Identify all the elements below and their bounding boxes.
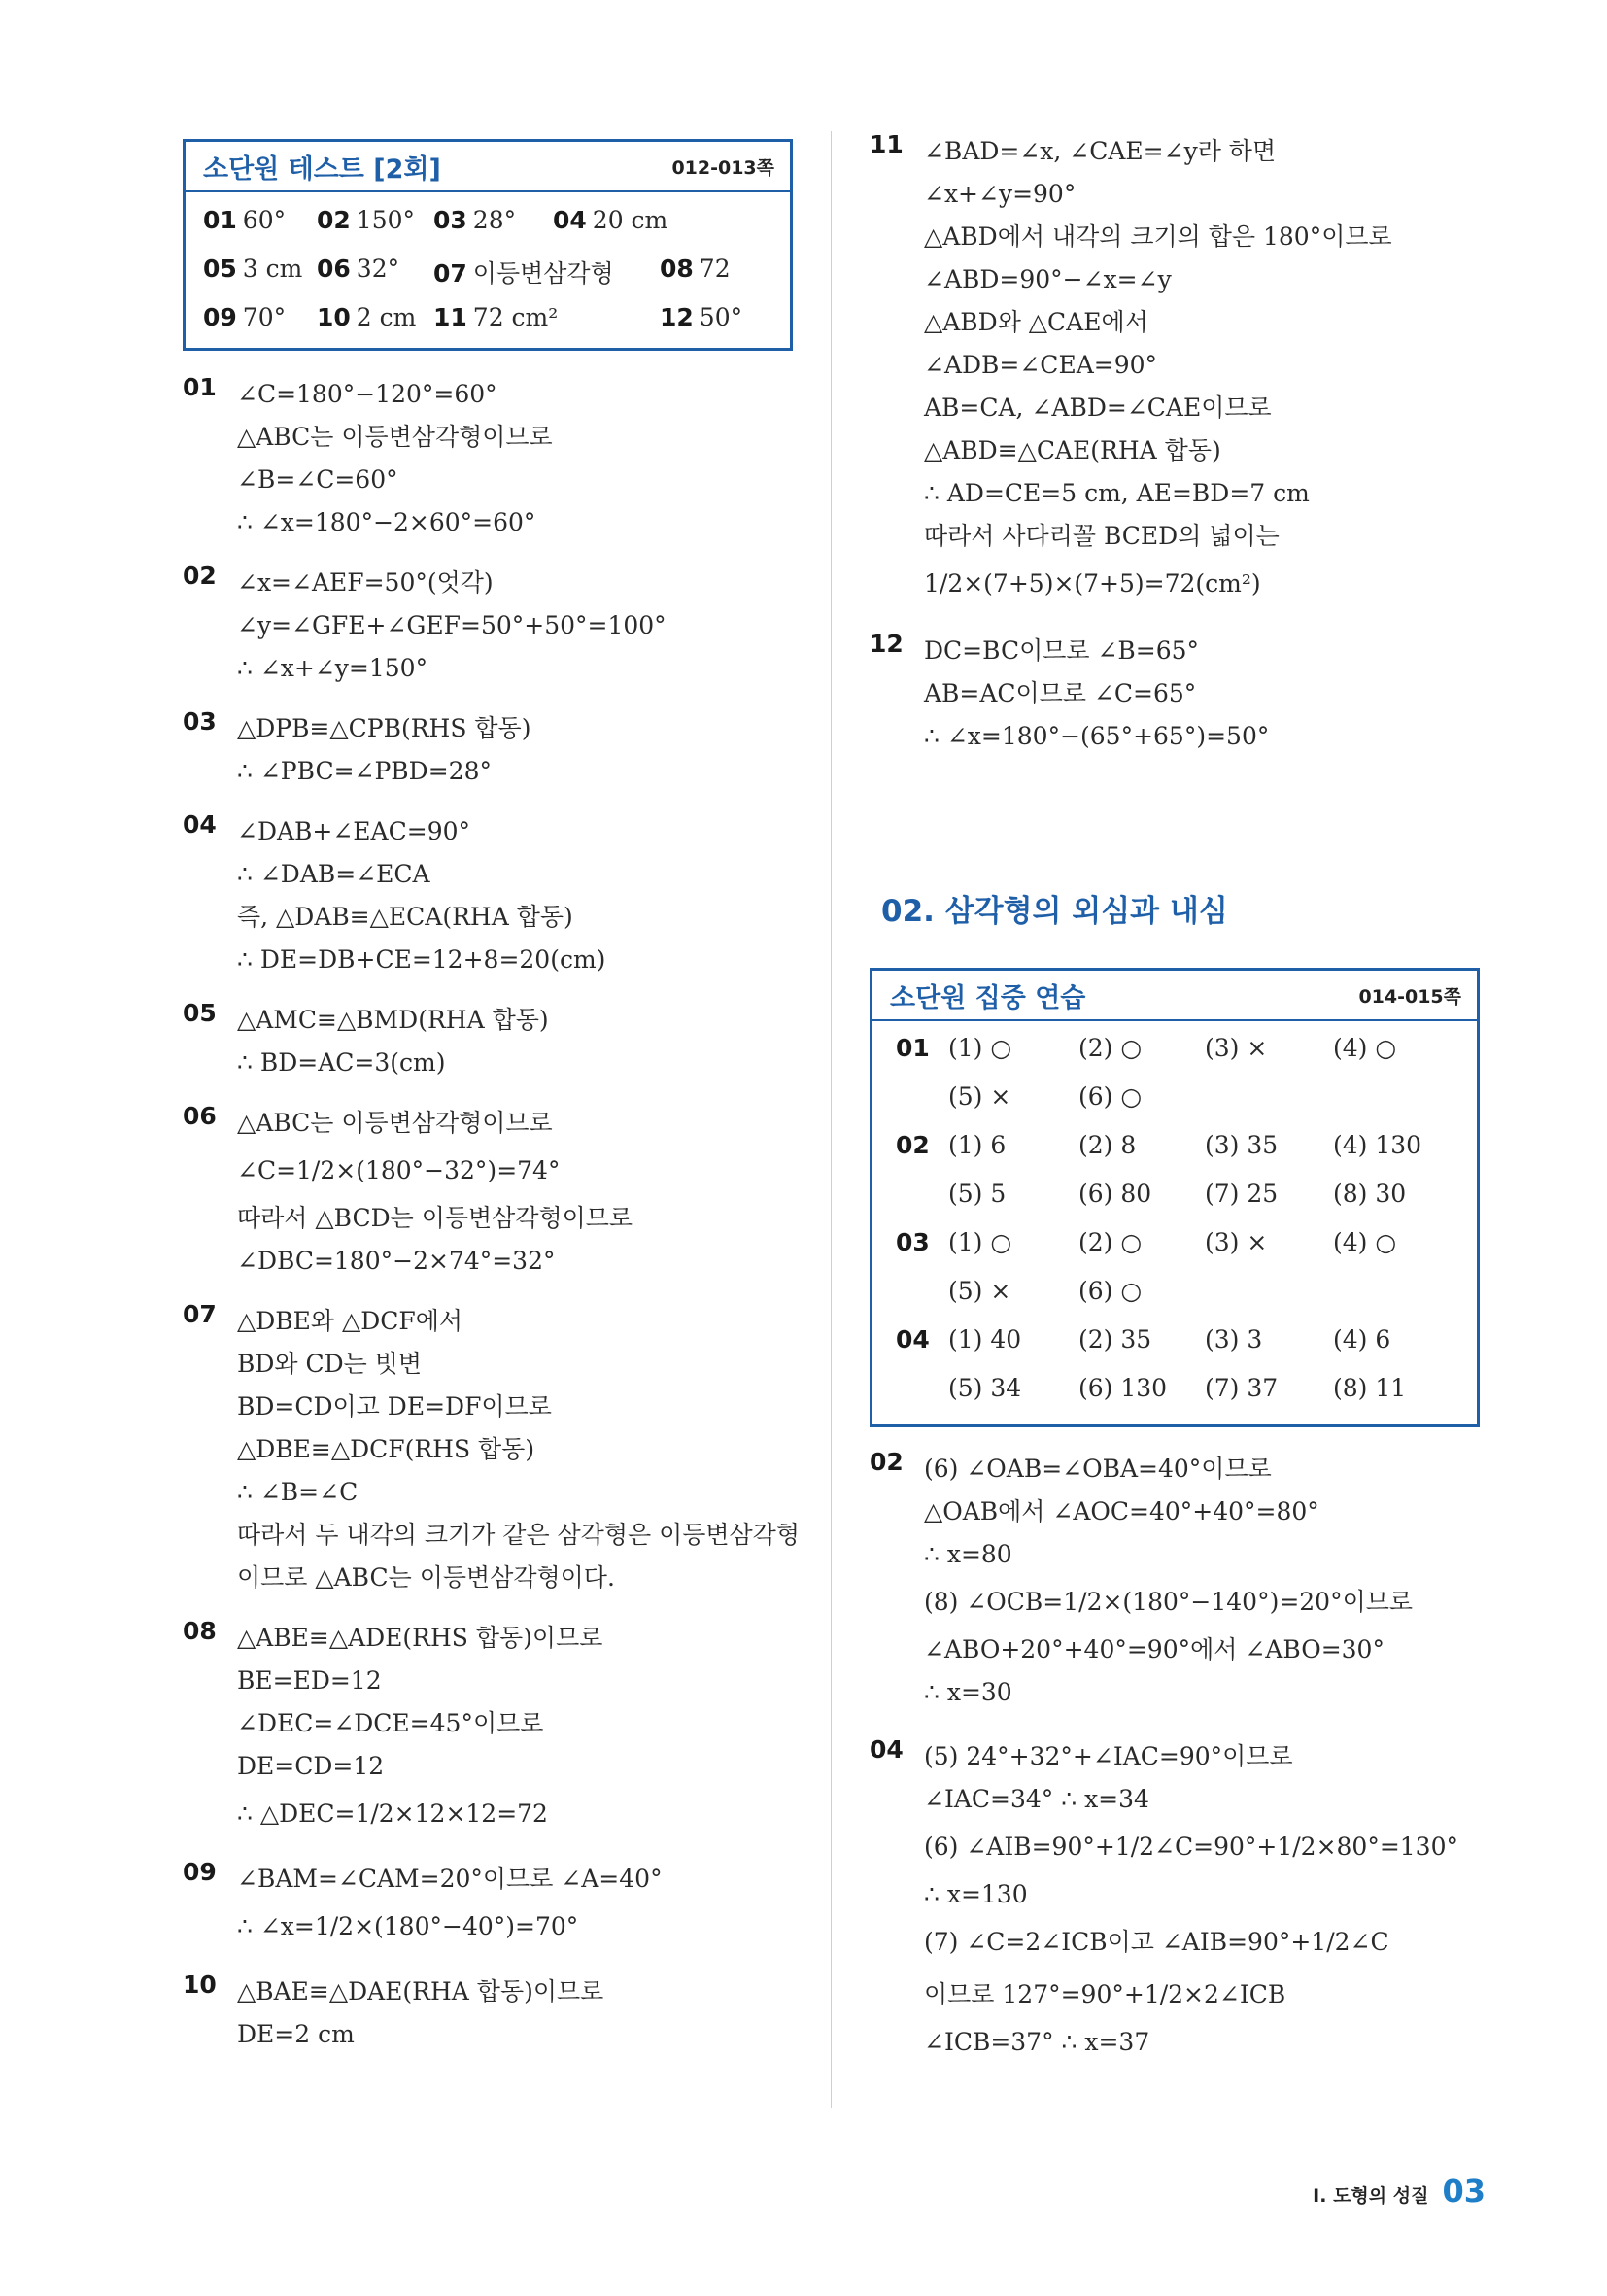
test-box-page-ref: 012-013쪽 <box>671 156 774 179</box>
solution-number: 10 <box>183 1970 217 1999</box>
solution-line: ∴ x=80 <box>924 1540 1012 1568</box>
solution-block <box>183 999 804 1084</box>
solution-line: ∠x+∠y=90° <box>924 180 1077 208</box>
solution-body <box>237 1858 804 1953</box>
solution-block <box>183 1970 804 2056</box>
solution-body <box>237 707 804 793</box>
solution-line: DE=2 cm <box>237 2020 355 2048</box>
practice-answer: (5) 5 <box>948 1180 1007 1208</box>
solution-number: 07 <box>183 1300 217 1328</box>
solution-line: ∠x=∠AEF=50°(엇각) <box>237 568 494 597</box>
practice-answer: (3) × <box>1205 1034 1268 1062</box>
practice-answer: (4) ○ <box>1333 1228 1397 1256</box>
solution-body <box>237 1970 804 2056</box>
solution-number: 03 <box>183 707 217 736</box>
practice-answer: (3) 3 <box>1205 1325 1263 1354</box>
practice-row <box>872 1369 1477 1408</box>
answer-value: 50° <box>699 303 743 331</box>
solution-line: ∠C=1/2×(180°−32°)=74° <box>237 1156 561 1184</box>
solution-line: ∠DBC=180°−2×74°=32° <box>237 1247 556 1275</box>
solution-line: ∴ BD=AC=3(cm) <box>237 1048 446 1077</box>
solution-block <box>183 1102 804 1283</box>
solution-line: DE=CD=12 <box>237 1752 385 1780</box>
practice-answer: (1) ○ <box>948 1034 1012 1062</box>
solution-block <box>870 130 1491 610</box>
practice-row <box>872 1078 1477 1116</box>
solution-body <box>237 373 804 544</box>
solution-number: 12 <box>870 630 904 658</box>
answer-value: 이등변삼각형 <box>472 259 614 288</box>
test-answer <box>203 206 286 234</box>
solution-line: (8) ∠OCB=1/2×(180°−140°)=20°이므로 <box>924 1588 1414 1616</box>
solution-line: △ABD≡△CAE(RHA 합동) <box>924 436 1221 464</box>
solution-number: 06 <box>183 1102 217 1130</box>
test-answer <box>317 303 416 331</box>
solution-line: △BAE≡△DAE(RHA 합동)이므로 <box>237 1977 604 2005</box>
solution-line: (5) 24°+32°+∠IAC=90°이므로 <box>924 1742 1293 1770</box>
answer-number: 06 <box>317 255 351 283</box>
test-answer <box>317 206 415 234</box>
solution-line: (6) ∠OAB=∠OBA=40°이므로 <box>924 1455 1272 1483</box>
practice-answer: (2) 35 <box>1078 1325 1152 1354</box>
practice-number: 04 <box>896 1325 930 1354</box>
practice-box-title: 소단원 집중 연습 <box>890 982 1086 1013</box>
practice-row <box>872 1223 1477 1262</box>
answer-value: 2 cm <box>356 303 417 331</box>
solution-line: △ABC는 이등변삼각형이므로 <box>237 423 553 451</box>
solution-line: 따라서 사다리꼴 BCED의 넓이는 <box>924 522 1280 550</box>
solution-body <box>237 999 804 1084</box>
test-answer <box>433 206 516 234</box>
solution-line: ∠y=∠GFE+∠GEF=50°+50°=100° <box>237 611 667 639</box>
test-answer <box>317 255 399 283</box>
answer-value: 150° <box>356 206 416 234</box>
practice-answer: (7) 25 <box>1205 1180 1279 1208</box>
answer-value: 72 cm² <box>472 303 559 331</box>
solution-line: ∴ ∠DAB=∠ECA <box>237 860 430 888</box>
solution-line: ∴ x=30 <box>924 1678 1012 1706</box>
solution-line: △ABE≡△ADE(RHS 합동)이므로 <box>237 1624 603 1652</box>
solution-number: 04 <box>870 1735 904 1764</box>
answer-value: 20 cm <box>592 206 668 234</box>
answer-number: 10 <box>317 303 351 331</box>
solution-line: 따라서 △BCD는 이등변삼각형이므로 <box>237 1204 633 1232</box>
solution-number: 02 <box>183 562 217 590</box>
column-divider <box>831 131 832 2108</box>
practice-answer: (3) × <box>1205 1228 1268 1256</box>
solution-line: ∴ ∠x=1/2×(180°−40°)=70° <box>237 1912 579 1940</box>
solution-line: (6) ∠AIB=90°+1/2∠C=90°+1/2×80°=130° <box>924 1833 1458 1861</box>
solution-line: AB=CA, ∠ABD=∠CAE이므로 <box>924 394 1272 422</box>
practice-answer: (5) 34 <box>948 1374 1022 1402</box>
solution-line: 따라서 두 내각의 크기가 같은 삼각형은 이등변삼각형 <box>237 1521 800 1549</box>
solution-line: ∴ DE=DB+CE=12+8=20(cm) <box>237 945 606 974</box>
practice-answer: (3) 35 <box>1205 1131 1279 1159</box>
answer-number: 04 <box>553 206 587 234</box>
solution-line: BE=ED=12 <box>237 1666 382 1695</box>
solution-body <box>237 810 804 981</box>
solution-number: 02 <box>870 1448 904 1476</box>
solution-number: 05 <box>183 999 217 1027</box>
practice-answer: (6) 130 <box>1078 1374 1168 1402</box>
test-answer-box <box>183 139 793 351</box>
answer-value: 3 cm <box>242 255 303 283</box>
solution-body <box>237 1102 804 1283</box>
solution-line: △OAB에서 ∠AOC=40°+40°=80° <box>924 1497 1319 1525</box>
practice-number: 03 <box>896 1228 930 1256</box>
practice-answer: (4) ○ <box>1333 1034 1397 1062</box>
solution-line: ∴ △DEC=1/2×12×12=72 <box>237 1799 548 1828</box>
solution-line: ∴ ∠x=180°−(65°+65°)=50° <box>924 722 1270 750</box>
test-answer <box>553 206 667 234</box>
test-answer <box>203 255 302 283</box>
practice-answer: (6) ○ <box>1078 1082 1143 1111</box>
practice-answer: (2) ○ <box>1078 1034 1143 1062</box>
solution-line: ∠ICB=37° ∴ x=37 <box>924 2028 1150 2056</box>
practice-number: 02 <box>896 1131 930 1159</box>
practice-row <box>872 1175 1477 1214</box>
practice-answer: (6) ○ <box>1078 1277 1143 1305</box>
answer-number: 05 <box>203 255 237 283</box>
answer-value: 60° <box>242 206 287 234</box>
solution-block <box>870 1448 1491 1714</box>
solution-line: ∠ABD=90°−∠x=∠y <box>924 265 1172 293</box>
practice-answer: (7) 37 <box>1205 1374 1279 1402</box>
solution-line: △ABD에서 내각의 크기의 합은 180°이므로 <box>924 223 1392 251</box>
answer-number: 02 <box>317 206 351 234</box>
answer-number: 03 <box>433 206 467 234</box>
test-box-title: 소단원 테스트 [2회] <box>203 154 441 185</box>
answer-number: 07 <box>433 259 467 288</box>
solution-block <box>183 707 804 793</box>
solution-line: ∴ x=130 <box>924 1880 1028 1908</box>
solution-block <box>183 1858 804 1953</box>
page-number: 03 <box>1442 2173 1486 2210</box>
solution-line: 이므로 △ABC는 이등변삼각형이다. <box>237 1563 615 1592</box>
solution-line: △DBE와 △DCF에서 <box>237 1307 463 1335</box>
solution-number: 09 <box>183 1858 217 1886</box>
solution-number: 11 <box>870 130 904 158</box>
solution-line: ∠DAB+∠EAC=90° <box>237 817 471 845</box>
answer-value: 70° <box>242 303 287 331</box>
solution-body <box>237 1300 804 1599</box>
solution-line: BD=CD이고 DE=DF이므로 <box>237 1392 552 1421</box>
test-answer <box>433 255 614 290</box>
solution-block <box>183 373 804 544</box>
practice-answer: (1) 6 <box>948 1131 1007 1159</box>
practice-answer: (8) 30 <box>1333 1180 1407 1208</box>
solution-block <box>183 1300 804 1599</box>
solution-line: ∠DEC=∠DCE=45°이므로 <box>237 1709 544 1737</box>
practice-answer: (4) 6 <box>1333 1325 1391 1354</box>
practice-answer: (5) × <box>948 1082 1011 1111</box>
solution-line: △ABC는 이등변삼각형이므로 <box>237 1109 553 1137</box>
practice-row <box>872 1029 1477 1068</box>
solution-line: BD와 CD는 빗변 <box>237 1350 423 1378</box>
solution-line: ∴ ∠PBC=∠PBD=28° <box>237 757 492 785</box>
practice-answer: (6) 80 <box>1078 1180 1152 1208</box>
practice-answer-box <box>870 968 1480 1427</box>
solution-line: AB=AC이므로 ∠C=65° <box>924 679 1197 707</box>
test-box-header <box>186 142 790 192</box>
answer-value: 28° <box>472 206 517 234</box>
answer-number: 01 <box>203 206 237 234</box>
practice-answer: (1) ○ <box>948 1228 1012 1256</box>
solution-line: ∠B=∠C=60° <box>237 465 398 494</box>
solution-line: ∠IAC=34° ∴ x=34 <box>924 1785 1149 1813</box>
solution-line: ∠ABO+20°+40°=90°에서 ∠ABO=30° <box>924 1635 1385 1663</box>
solution-line: △DPB≡△CPB(RHS 합동) <box>237 714 531 742</box>
answer-value: 32° <box>356 255 400 283</box>
solution-block <box>183 562 804 690</box>
answer-number: 11 <box>433 303 467 331</box>
practice-answer: (4) 130 <box>1333 1131 1422 1159</box>
solution-block <box>183 1617 804 1840</box>
solution-body <box>924 130 1491 610</box>
solution-body <box>924 630 1491 758</box>
test-answer <box>203 303 286 331</box>
solution-number: 08 <box>183 1617 217 1645</box>
solution-line: ∴ AD=CE=5 cm, AE=BD=7 cm <box>924 479 1310 507</box>
solution-block <box>870 1735 1491 2064</box>
solution-line: ∴ ∠x=180°−2×60°=60° <box>237 508 536 536</box>
test-answer <box>660 303 742 331</box>
solution-body <box>237 1617 804 1840</box>
chapter-label: Ⅰ. 도형의 성질 <box>1313 2185 1429 2207</box>
solution-body <box>924 1448 1491 1714</box>
test-answer <box>660 255 731 283</box>
solution-line: DC=BC이므로 ∠B=65° <box>924 636 1200 665</box>
test-answer-grid <box>186 192 790 348</box>
solution-line: (7) ∠C=2∠ICB이고 ∠AIB=90°+1/2∠C <box>924 1928 1389 1956</box>
solution-body <box>237 562 804 690</box>
answer-number: 12 <box>660 303 694 331</box>
practice-row <box>872 1126 1477 1165</box>
practice-row <box>872 1272 1477 1311</box>
practice-answer: (2) ○ <box>1078 1228 1143 1256</box>
solution-line: ∠BAM=∠CAM=20°이므로 ∠A=40° <box>237 1865 663 1893</box>
solution-line: 즉, △DAB≡△ECA(RHA 합동) <box>237 903 573 931</box>
practice-answer: (8) 11 <box>1333 1374 1407 1402</box>
practice-box-header <box>872 971 1477 1021</box>
practice-row <box>872 1320 1477 1359</box>
answer-value: 72 <box>699 255 731 283</box>
solution-line: ∠ADB=∠CEA=90° <box>924 351 1158 379</box>
solution-number: 01 <box>183 373 217 401</box>
answer-number: 09 <box>203 303 237 331</box>
page-footer <box>1313 2173 1486 2210</box>
solution-line: △AMC≡△BMD(RHA 합동) <box>237 1006 549 1034</box>
section-title: 02. 삼각형의 외심과 내심 <box>881 894 1228 929</box>
solution-line: △ABD와 △CAE에서 <box>924 308 1148 336</box>
practice-answer: (1) 40 <box>948 1325 1022 1354</box>
solution-line: ∴ ∠B=∠C <box>237 1478 359 1506</box>
test-answer <box>433 303 558 331</box>
solution-line: △DBE≡△DCF(RHS 합동) <box>237 1435 535 1463</box>
solution-line: ∠C=180°−120°=60° <box>237 380 497 408</box>
practice-number: 01 <box>896 1034 930 1062</box>
solution-line: 이므로 127°=90°+1/2×2∠ICB <box>924 1980 1286 2008</box>
practice-box-page-ref: 014-015쪽 <box>1358 985 1461 1008</box>
solution-body <box>924 1735 1491 2064</box>
practice-answer: (2) 8 <box>1078 1131 1137 1159</box>
solution-line: 1/2×(7+5)×(7+5)=72(cm²) <box>924 569 1261 598</box>
solution-line: ∠BAD=∠x, ∠CAE=∠y라 하면 <box>924 137 1277 165</box>
practice-answer: (5) × <box>948 1277 1011 1305</box>
solution-line: ∴ ∠x+∠y=150° <box>237 654 428 682</box>
solution-number: 04 <box>183 810 217 839</box>
answer-number: 08 <box>660 255 694 283</box>
solution-block <box>183 810 804 981</box>
solution-block <box>870 630 1491 758</box>
